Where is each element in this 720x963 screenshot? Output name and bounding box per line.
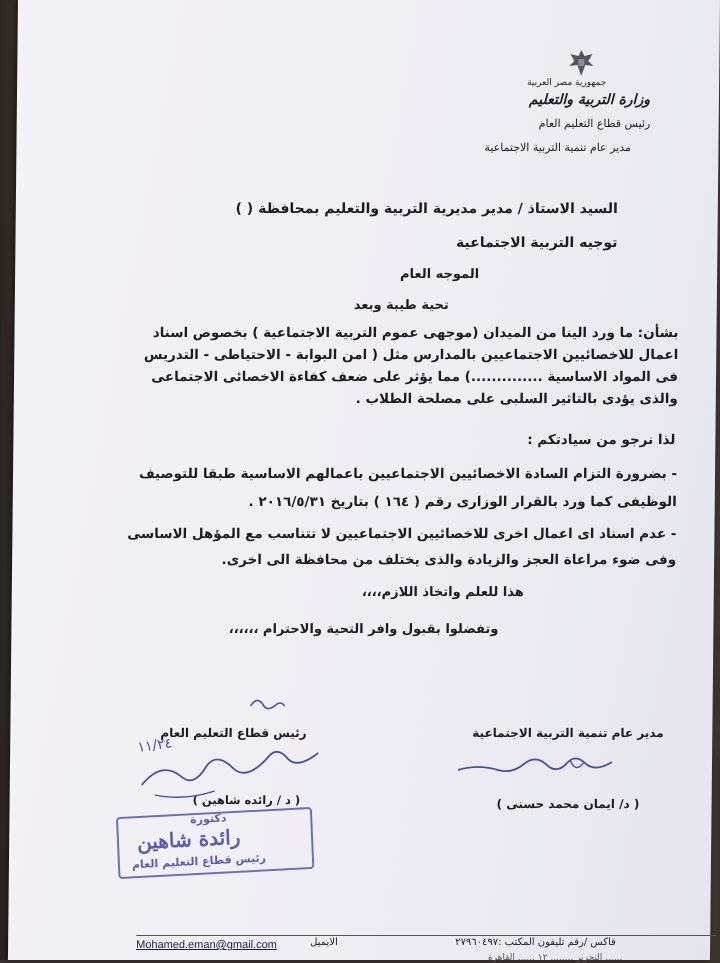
sector-head-signature-title: رئيس قطاع التعليم العام xyxy=(160,726,307,740)
stamp-title: دكتورة xyxy=(189,811,227,827)
stamp-name: رائدة شاهين xyxy=(136,824,241,855)
footer-address-cut: ...... التحرير ........ ١٢ ...... القاهرة xyxy=(487,953,623,963)
attention-line-1: توجيه التربية الاجتماعية xyxy=(455,235,618,251)
letter-page xyxy=(8,0,720,963)
attention-line-2: الموجه العام xyxy=(399,267,480,282)
director-signature-title: مدير عام تنمية التربية الاجتماعية xyxy=(472,726,664,740)
ministry-country-line: جمهورية مصر العربية xyxy=(527,78,607,88)
item-line: - بضرورة التزام السادة الاخصائيين الاجتماعيين باعمالهم الاساسية طبقا للتوصيف xyxy=(138,466,678,482)
greeting: تحية طيبة وبعد xyxy=(353,298,449,313)
footer-email-link[interactable]: Mohamed.eman@gmail.com xyxy=(136,939,277,951)
footer-fax-phone: فاكس /رقم تليفون المكتب :٢٧٩٦٠٤٩٧ xyxy=(455,937,616,948)
closing-line-1: هذا للعلم واتخاذ اللازم،،،، xyxy=(361,585,524,600)
sector-head-signature-name: ( د / رائده شاهين ) xyxy=(192,793,301,807)
subject-line: والذى يؤدى بالتاثير السلبى على مصلحة الطلاب . xyxy=(355,391,678,407)
official-stamp xyxy=(116,807,314,879)
handwritten-date: ١١/٢٤ xyxy=(136,735,174,756)
stamp-position: رئيس قطاع التعليم العام xyxy=(131,851,267,872)
footer-divider xyxy=(136,935,716,936)
ministry-name: وزارة التربية والتعليم xyxy=(528,92,651,108)
addressee-line: السيد الاستاذ / مدير مديرية التربية والتعليم بمحافظة ( ) xyxy=(235,201,618,217)
handwritten-signatures xyxy=(8,0,720,960)
item-line: الوظيفى كما ورد بالقرار الوزارى رقم ( ١٦٤ ) بتاريخ ٢٠١٦/٥/٣١ . xyxy=(248,494,677,510)
request-line: لذا نرجو من سيادتكم : xyxy=(527,432,676,448)
director-signature-name: ( د/ ايمان محمد حسنى ) xyxy=(496,797,640,811)
subject-line: اعمال للاخصائيين الاجتماعيين بالمدارس مثل ( امن البوابة - الاحتياطى - التدريس xyxy=(143,347,679,363)
item-line: - عدم اسناد اى اعمال اخرى للاخصائيين الاجتماعيين لا تتناسب مع المؤهل الاساسى xyxy=(127,526,677,542)
item-line: وفى ضوء مراعاة العجز والزيادة والذى يختلف من محافظة الى اخرى. xyxy=(221,552,677,568)
subject-line: بشأن: ما ورد الينا من الميدان (موجهى عموم التربية الاجتماعية ) بخصوص اسناد xyxy=(152,325,679,341)
footer-email-label: الايميل xyxy=(310,937,338,948)
sector-head-title: رئيس قطاع التعليم العام xyxy=(538,117,651,130)
director-general-title: مدير عام تنمية التربية الاجتماعية xyxy=(484,141,632,154)
closing-line-2: وتفضلوا بقبول وافر التحية والاحترام ،،،،،، xyxy=(228,622,499,637)
subject-line: فى المواد الاساسية ..............) مما يؤثر على ضعف كفاءة الاخصائى الاجتماعى xyxy=(151,369,679,385)
